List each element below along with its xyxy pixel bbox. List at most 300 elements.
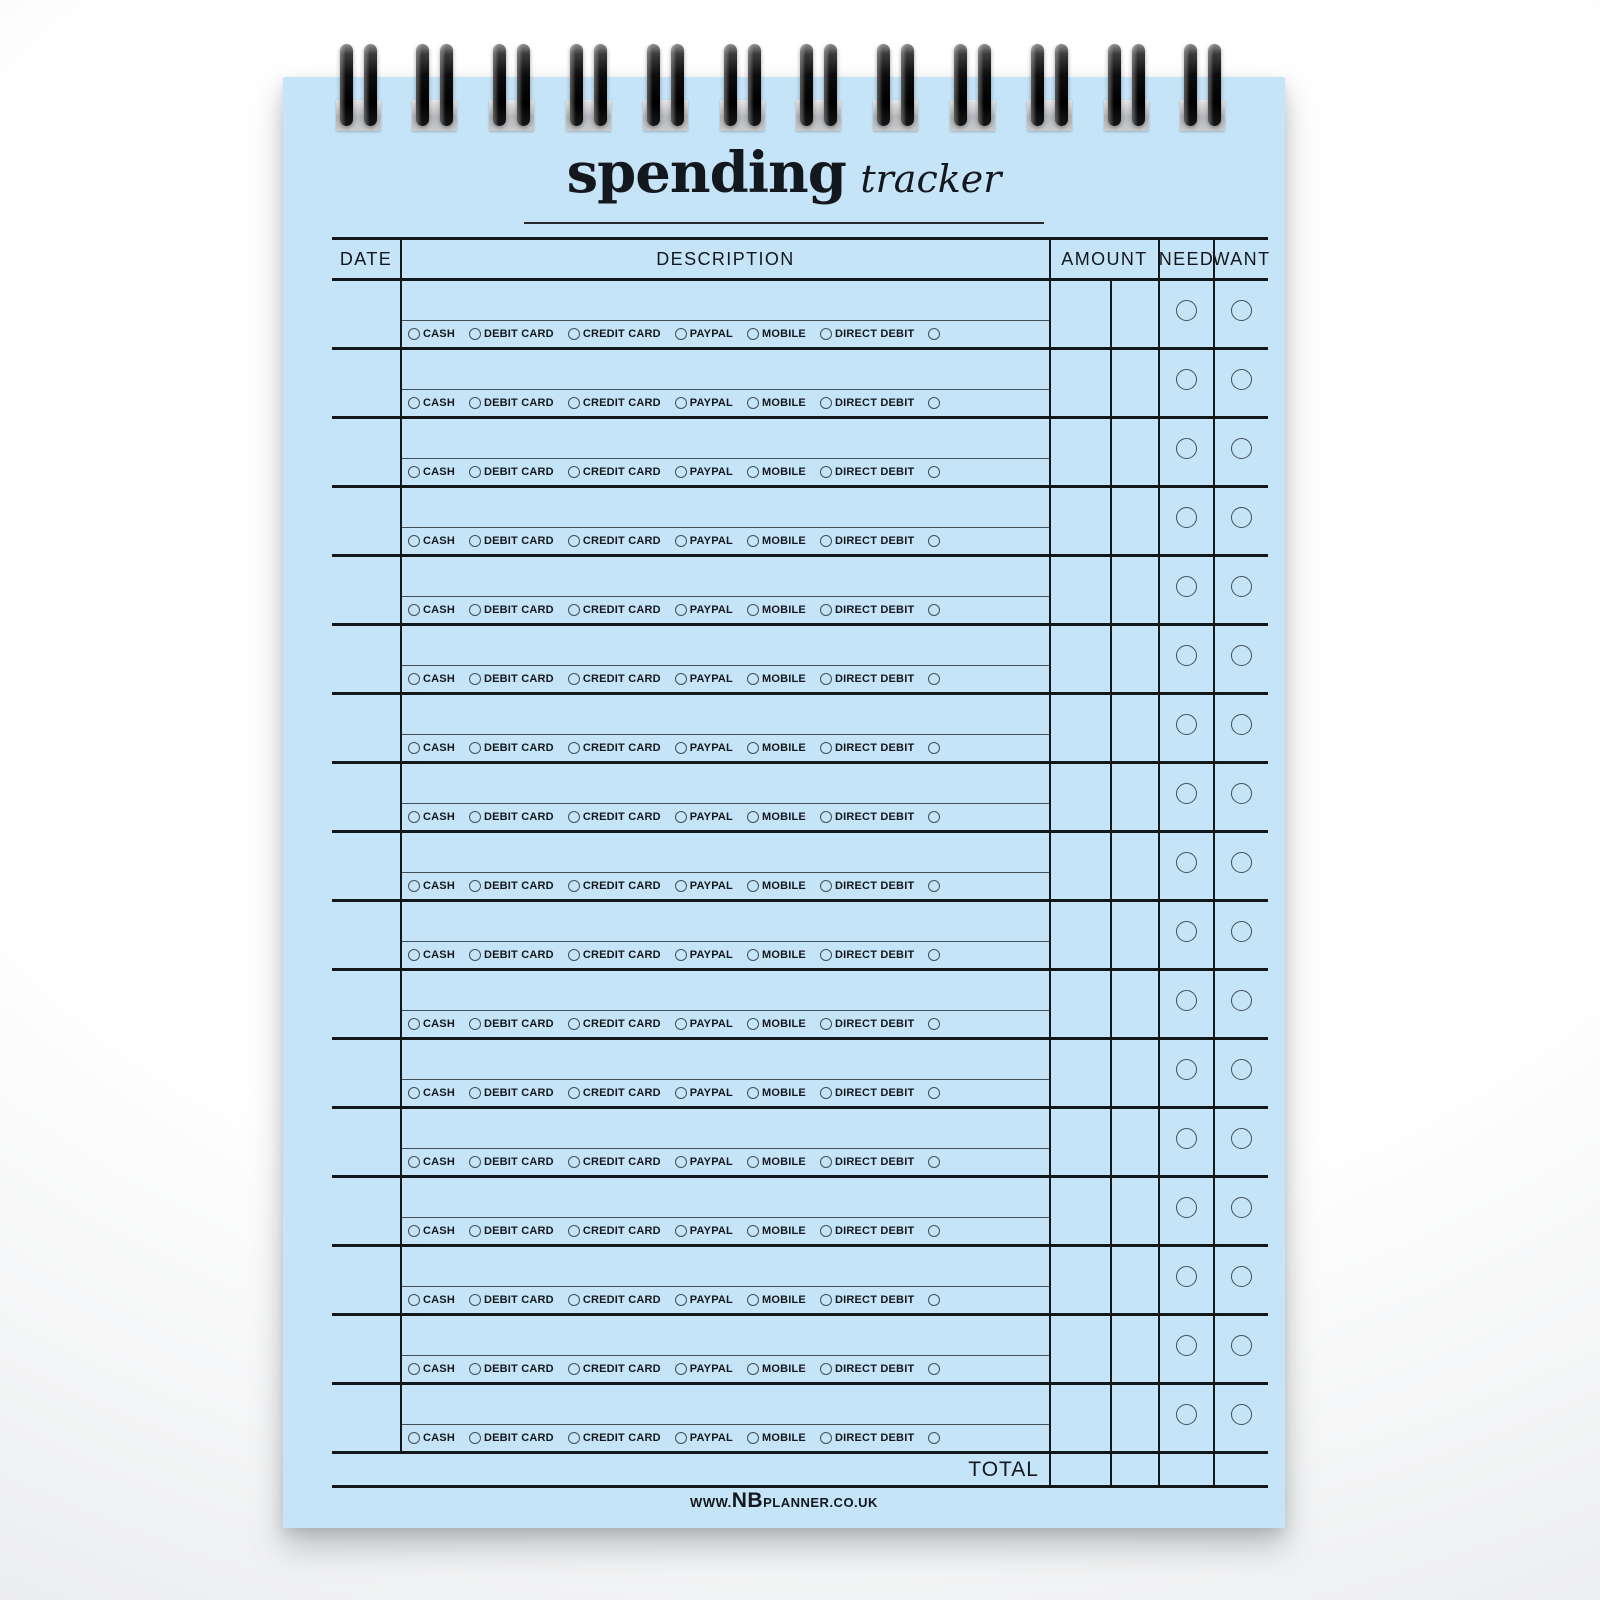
amount-cell <box>1049 350 1158 416</box>
payment-option-label: CREDIT CARD <box>582 811 661 823</box>
website-footer <box>283 1489 1285 1513</box>
payment-method-strip <box>402 1079 1049 1106</box>
payment-option-label: CREDIT CARD <box>582 535 661 547</box>
want-circle <box>1231 576 1252 597</box>
payment-option-circle <box>568 1432 580 1444</box>
description-write-area <box>402 902 1049 941</box>
amount-sub-cell-1 <box>1051 1316 1112 1382</box>
payment-option <box>408 673 455 685</box>
coil-wire <box>877 44 890 126</box>
amount-sub-cell-2 <box>1112 1385 1158 1451</box>
need-cell <box>1158 350 1213 416</box>
want-circle <box>1231 1404 1252 1425</box>
payment-option-label: PAYPAL <box>689 328 733 340</box>
payment-option <box>675 742 733 754</box>
description-write-area <box>402 971 1049 1010</box>
description-cell <box>400 1385 1049 1451</box>
table-row <box>332 1040 1268 1109</box>
payment-option-label: CASH <box>423 1363 455 1375</box>
payment-option-label: CASH <box>423 1432 455 1444</box>
total-amount-cell <box>1049 1454 1158 1485</box>
payment-option <box>820 1225 914 1237</box>
payment-option-label: DEBIT CARD <box>483 880 554 892</box>
payment-method-strip <box>402 803 1049 830</box>
payment-method-strip <box>402 941 1049 968</box>
payment-option-circle <box>469 1087 481 1099</box>
need-circle <box>1176 300 1197 321</box>
payment-option-label: DIRECT DEBIT <box>834 1363 915 1375</box>
need-cell <box>1158 626 1213 692</box>
payment-option-label: DIRECT DEBIT <box>834 1087 915 1099</box>
payment-option-label: DIRECT DEBIT <box>834 1018 915 1030</box>
payment-option <box>747 1294 806 1306</box>
want-cell <box>1213 1247 1268 1313</box>
table-row <box>332 764 1268 833</box>
payment-option-circle <box>747 1294 759 1306</box>
payment-method-strip <box>402 1424 1049 1451</box>
payment-option <box>408 328 455 340</box>
payment-option-label: MOBILE <box>761 1156 806 1168</box>
description-write-area <box>402 764 1049 803</box>
payment-option <box>820 1018 914 1030</box>
payment-option-circle <box>820 1018 832 1030</box>
payment-option-circle <box>408 880 420 892</box>
payment-option-circle <box>675 1225 687 1237</box>
payment-option-label: PAYPAL <box>689 1432 733 1444</box>
payment-option <box>675 397 733 409</box>
payment-option <box>408 397 455 409</box>
payment-option <box>675 604 733 616</box>
want-circle <box>1231 990 1252 1011</box>
coil-wire <box>493 44 506 126</box>
total-want-cell <box>1213 1454 1268 1485</box>
amount-cell <box>1049 1109 1158 1175</box>
payment-option-label: CREDIT CARD <box>582 742 661 754</box>
payment-option-circle <box>747 397 759 409</box>
extra-payment-circle <box>928 604 940 616</box>
payment-option-label: CREDIT CARD <box>582 466 661 478</box>
payment-option-label: DEBIT CARD <box>483 1363 554 1375</box>
want-circle <box>1231 921 1252 942</box>
amount-cell <box>1049 833 1158 899</box>
payment-option <box>469 1156 554 1168</box>
table-row <box>332 488 1268 557</box>
payment-option-circle <box>568 1363 580 1375</box>
amount-sub-cell-1 <box>1051 488 1112 554</box>
payment-option <box>747 880 806 892</box>
payment-option-label: MOBILE <box>761 1018 806 1030</box>
payment-option-label: CASH <box>423 535 455 547</box>
description-cell <box>400 488 1049 554</box>
payment-option <box>820 397 914 409</box>
payment-option <box>820 1363 914 1375</box>
amount-cell <box>1049 1178 1158 1244</box>
payment-option-label: DIRECT DEBIT <box>834 1294 915 1306</box>
payment-option-label: CASH <box>423 811 455 823</box>
payment-option-label: DEBIT CARD <box>483 328 554 340</box>
payment-option <box>469 1087 554 1099</box>
payment-option-label: DEBIT CARD <box>483 1018 554 1030</box>
want-cell <box>1213 902 1268 968</box>
footer-www: WWW. <box>690 1495 732 1510</box>
payment-method-strip <box>402 872 1049 899</box>
payment-method-strip <box>402 1010 1049 1037</box>
payment-option-circle <box>820 535 832 547</box>
need-cell <box>1158 1040 1213 1106</box>
payment-option-label: MOBILE <box>761 673 806 685</box>
need-cell <box>1158 1109 1213 1175</box>
payment-option-label: CREDIT CARD <box>582 397 661 409</box>
payment-option <box>408 811 455 823</box>
payment-option-label: DIRECT DEBIT <box>834 1225 915 1237</box>
want-circle <box>1231 1335 1252 1356</box>
payment-option-label: PAYPAL <box>689 1225 733 1237</box>
coil-wire <box>364 44 377 126</box>
coil-wire <box>671 44 684 126</box>
date-cell <box>332 971 400 1037</box>
payment-option-circle <box>747 604 759 616</box>
table-row <box>332 1178 1268 1247</box>
coil-wire <box>800 44 813 126</box>
payment-option <box>469 1018 554 1030</box>
payment-option <box>568 604 661 616</box>
need-circle <box>1176 645 1197 666</box>
payment-option-label: PAYPAL <box>689 397 733 409</box>
payment-option <box>568 466 661 478</box>
payment-option <box>820 1087 914 1099</box>
coil-wire <box>416 44 429 126</box>
payment-option-circle <box>675 1087 687 1099</box>
payment-option <box>675 949 733 961</box>
amount-sub-cell-2 <box>1112 833 1158 899</box>
amount-sub-cell-2 <box>1112 488 1158 554</box>
need-circle <box>1176 369 1197 390</box>
payment-option <box>408 949 455 961</box>
description-write-area <box>402 419 1049 458</box>
payment-option-circle <box>747 1156 759 1168</box>
payment-option-label: PAYPAL <box>689 1156 733 1168</box>
need-cell <box>1158 695 1213 761</box>
want-circle <box>1231 1128 1252 1149</box>
description-cell <box>400 833 1049 899</box>
payment-option <box>747 742 806 754</box>
want-circle <box>1231 369 1252 390</box>
amount-sub-cell-1 <box>1051 626 1112 692</box>
payment-option <box>675 1225 733 1237</box>
want-cell <box>1213 695 1268 761</box>
payment-option-label: CREDIT CARD <box>582 604 661 616</box>
payment-option-circle <box>820 328 832 340</box>
payment-option <box>469 397 554 409</box>
want-cell <box>1213 350 1268 416</box>
payment-option <box>568 397 661 409</box>
table-row <box>332 833 1268 902</box>
title-underline <box>524 222 1044 224</box>
amount-sub-cell-2 <box>1112 350 1158 416</box>
payment-option <box>747 673 806 685</box>
payment-option-label: CASH <box>423 466 455 478</box>
payment-option <box>820 604 914 616</box>
amount-sub-cell-2 <box>1112 419 1158 485</box>
amount-sub-cell-2 <box>1112 557 1158 623</box>
payment-option-circle <box>568 466 580 478</box>
payment-option-label: CASH <box>423 1294 455 1306</box>
payment-option-circle <box>747 1018 759 1030</box>
payment-option-circle <box>469 949 481 961</box>
need-cell <box>1158 902 1213 968</box>
payment-option-label: PAYPAL <box>689 811 733 823</box>
payment-option-circle <box>469 1363 481 1375</box>
table-row <box>332 1385 1268 1454</box>
extra-payment-circle <box>928 1156 940 1168</box>
payment-option-label: DEBIT CARD <box>483 1087 554 1099</box>
need-cell <box>1158 764 1213 830</box>
payment-option-circle <box>408 673 420 685</box>
payment-option-label: DEBIT CARD <box>483 742 554 754</box>
extra-payment-circle <box>928 1363 940 1375</box>
amount-sub-cell-1 <box>1051 902 1112 968</box>
description-cell <box>400 1040 1049 1106</box>
payment-method-strip <box>402 527 1049 554</box>
want-cell <box>1213 1109 1268 1175</box>
payment-option-circle <box>747 673 759 685</box>
payment-option <box>469 535 554 547</box>
extra-payment-circle <box>928 328 940 340</box>
payment-option-circle <box>408 1363 420 1375</box>
payment-option-circle <box>820 397 832 409</box>
payment-option-label: DIRECT DEBIT <box>834 811 915 823</box>
description-cell <box>400 1178 1049 1244</box>
amount-sub-cell-1 <box>1051 1247 1112 1313</box>
payment-option-label: PAYPAL <box>689 1294 733 1306</box>
coil-wire <box>1108 44 1121 126</box>
extra-payment-circle <box>928 1432 940 1444</box>
payment-option-circle <box>568 742 580 754</box>
date-cell <box>332 557 400 623</box>
payment-option-circle <box>568 811 580 823</box>
extra-payment-circle <box>928 673 940 685</box>
payment-option-circle <box>747 880 759 892</box>
payment-option-label: CREDIT CARD <box>582 949 661 961</box>
footer-brand: NB <box>731 1489 764 1512</box>
payment-option <box>675 811 733 823</box>
coil-wire <box>517 44 530 126</box>
payment-option-label: DEBIT CARD <box>483 535 554 547</box>
payment-option-circle <box>408 1294 420 1306</box>
payment-method-strip <box>402 1148 1049 1175</box>
payment-option-circle <box>469 742 481 754</box>
payment-option-circle <box>568 604 580 616</box>
payment-option-label: DEBIT CARD <box>483 1432 554 1444</box>
date-cell <box>332 1247 400 1313</box>
payment-option-label: DIRECT DEBIT <box>834 742 915 754</box>
amount-sub-cell-2 <box>1112 1178 1158 1244</box>
payment-method-strip <box>402 320 1049 347</box>
need-circle <box>1176 921 1197 942</box>
payment-option-circle <box>469 880 481 892</box>
total-label: TOTAL <box>968 1457 1039 1481</box>
payment-option <box>820 1156 914 1168</box>
coil-wire <box>1208 44 1221 126</box>
payment-option <box>747 466 806 478</box>
need-cell <box>1158 1385 1213 1451</box>
payment-option-label: DIRECT DEBIT <box>834 949 915 961</box>
need-cell <box>1158 1178 1213 1244</box>
total-amount-sub-cell-2 <box>1112 1454 1158 1485</box>
payment-option-label: DIRECT DEBIT <box>834 328 915 340</box>
amount-sub-cell-1 <box>1051 419 1112 485</box>
amount-cell <box>1049 764 1158 830</box>
payment-option <box>568 1294 661 1306</box>
payment-option <box>568 1087 661 1099</box>
payment-option-circle <box>820 1432 832 1444</box>
payment-option-circle <box>675 673 687 685</box>
payment-option <box>675 1363 733 1375</box>
need-cell <box>1158 1316 1213 1382</box>
amount-sub-cell-1 <box>1051 1040 1112 1106</box>
notepad-page <box>283 77 1285 1528</box>
payment-option-label: PAYPAL <box>689 604 733 616</box>
coil-wire <box>901 44 914 126</box>
want-circle <box>1231 645 1252 666</box>
payment-option <box>675 535 733 547</box>
table-row <box>332 350 1268 419</box>
date-cell <box>332 419 400 485</box>
payment-method-strip <box>402 1355 1049 1382</box>
payment-option-label: DIRECT DEBIT <box>834 880 915 892</box>
amount-sub-cell-1 <box>1051 833 1112 899</box>
table-row <box>332 1316 1268 1385</box>
payment-option-label: CASH <box>423 1225 455 1237</box>
payment-option-label: DEBIT CARD <box>483 604 554 616</box>
payment-option <box>820 811 914 823</box>
extra-payment-circle <box>928 742 940 754</box>
payment-option <box>469 1363 554 1375</box>
description-write-area <box>402 350 1049 389</box>
payment-option-label: CREDIT CARD <box>582 1363 661 1375</box>
want-cell <box>1213 764 1268 830</box>
table-row <box>332 1247 1268 1316</box>
coil-wire <box>1184 44 1197 126</box>
extra-payment-circle <box>928 880 940 892</box>
payment-method-strip <box>402 665 1049 692</box>
amount-sub-cell-1 <box>1051 971 1112 1037</box>
payment-option-circle <box>408 397 420 409</box>
payment-option-label: DEBIT CARD <box>483 466 554 478</box>
header-date: DATE <box>339 248 393 269</box>
date-cell <box>332 764 400 830</box>
table-row <box>332 902 1268 971</box>
payment-option <box>408 1087 455 1099</box>
payment-option <box>820 1432 914 1444</box>
want-circle <box>1231 1266 1252 1287</box>
payment-option <box>469 466 554 478</box>
amount-cell <box>1049 1040 1158 1106</box>
want-cell <box>1213 281 1268 347</box>
extra-payment-circle <box>928 466 940 478</box>
payment-option-label: PAYPAL <box>689 673 733 685</box>
payment-option-label: PAYPAL <box>689 1018 733 1030</box>
payment-option-label: MOBILE <box>761 1432 806 1444</box>
amount-cell <box>1049 1247 1158 1313</box>
description-cell <box>400 281 1049 347</box>
want-circle <box>1231 438 1252 459</box>
description-write-area <box>402 1109 1049 1148</box>
amount-sub-cell-1 <box>1051 350 1112 416</box>
spending-table <box>332 237 1271 1488</box>
payment-option-circle <box>568 1156 580 1168</box>
payment-option-circle <box>820 880 832 892</box>
payment-option <box>568 949 661 961</box>
payment-option-label: MOBILE <box>761 949 806 961</box>
payment-option-circle <box>675 466 687 478</box>
amount-sub-cell-2 <box>1112 764 1158 830</box>
need-cell <box>1158 557 1213 623</box>
date-cell <box>332 902 400 968</box>
table-body <box>332 281 1268 1454</box>
payment-option-label: CASH <box>423 1018 455 1030</box>
description-cell <box>400 1316 1049 1382</box>
want-cell <box>1213 833 1268 899</box>
want-cell <box>1213 419 1268 485</box>
payment-option-circle <box>675 880 687 892</box>
payment-option-circle <box>469 1225 481 1237</box>
payment-option-circle <box>469 604 481 616</box>
description-write-area <box>402 1385 1049 1424</box>
coil-wire <box>954 44 967 126</box>
table-row <box>332 281 1268 350</box>
payment-option-circle <box>820 1294 832 1306</box>
payment-option <box>675 1294 733 1306</box>
description-write-area <box>402 281 1049 320</box>
payment-option <box>568 742 661 754</box>
need-circle <box>1176 783 1197 804</box>
payment-option-circle <box>820 1225 832 1237</box>
coil-wire <box>340 44 353 126</box>
coil-wire <box>1031 44 1044 126</box>
payment-option <box>469 1294 554 1306</box>
payment-option-circle <box>747 328 759 340</box>
payment-option-label: MOBILE <box>761 1087 806 1099</box>
payment-option-circle <box>469 673 481 685</box>
payment-option-label: CASH <box>423 742 455 754</box>
amount-cell <box>1049 488 1158 554</box>
payment-option-circle <box>747 535 759 547</box>
coil-wire <box>594 44 607 126</box>
date-cell <box>332 695 400 761</box>
payment-option <box>675 1018 733 1030</box>
payment-option <box>568 880 661 892</box>
payment-option-label: PAYPAL <box>689 1087 733 1099</box>
description-cell <box>400 350 1049 416</box>
payment-option-label: CREDIT CARD <box>582 1156 661 1168</box>
payment-option-circle <box>675 1156 687 1168</box>
payment-option-circle <box>408 328 420 340</box>
payment-option <box>747 1363 806 1375</box>
want-circle <box>1231 300 1252 321</box>
payment-option-label: MOBILE <box>761 811 806 823</box>
date-cell <box>332 488 400 554</box>
table-row <box>332 557 1268 626</box>
extra-payment-circle <box>928 535 940 547</box>
payment-option <box>408 1363 455 1375</box>
coil-wire <box>748 44 761 126</box>
payment-option-label: CREDIT CARD <box>582 1294 661 1306</box>
payment-option-circle <box>568 1018 580 1030</box>
payment-option <box>747 328 806 340</box>
payment-option-circle <box>675 1363 687 1375</box>
payment-option <box>675 1156 733 1168</box>
